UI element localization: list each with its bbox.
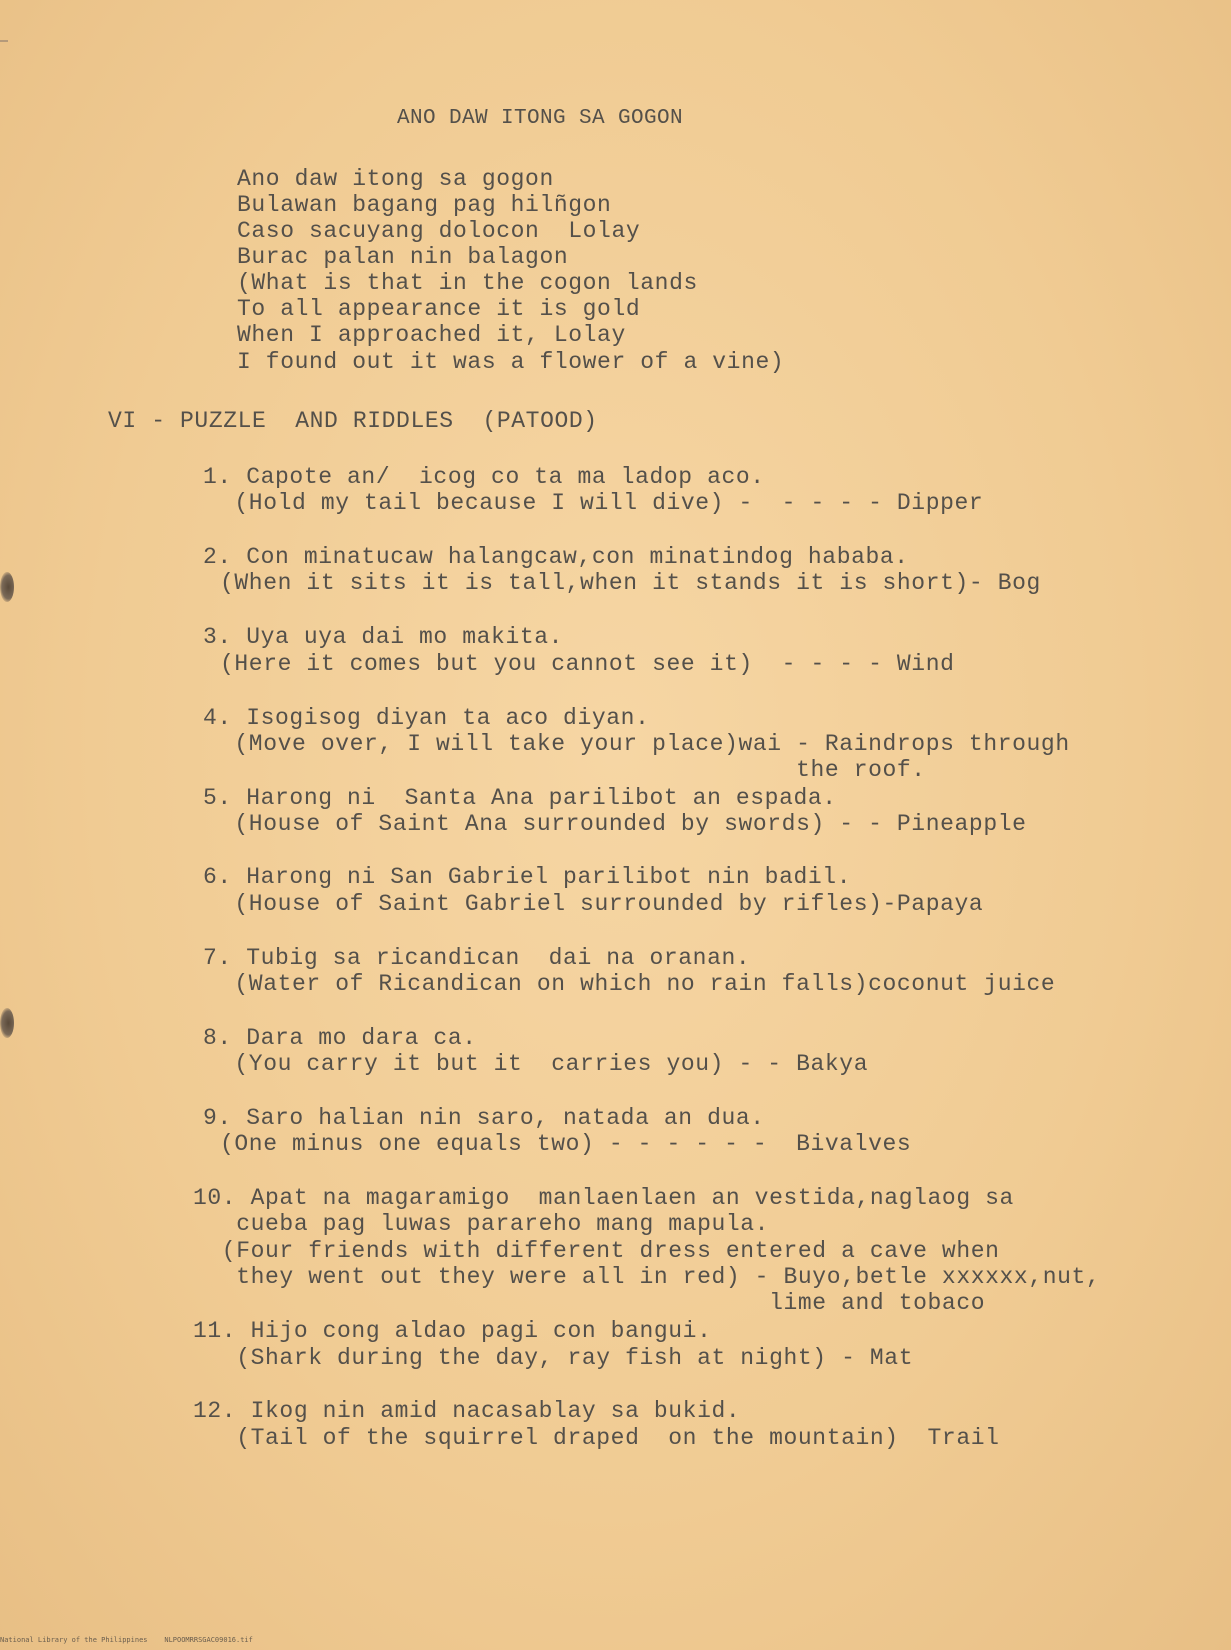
riddle-line: (Water of Ricandican on which no rain falls)coconut juice (220, 971, 1056, 997)
poem-line: Burac palan nin balagon (237, 244, 569, 270)
riddle-line: (Shark during the day, ray fish at night) - Mat (193, 1345, 914, 1371)
riddle-line: (When it sits it is tall,when it stands it is short)- Bog (220, 570, 1041, 596)
riddle-line: they went out they were all in red) - Buyo,betle xxxxxx,nut, (193, 1264, 1101, 1290)
poem-line: To all appearance it is gold (237, 296, 641, 322)
riddle-line: 11. Hijo cong aldao pagi con bangui. (193, 1318, 712, 1344)
document-title: ANO DAW ITONG SA GOGON (397, 107, 684, 130)
riddle-line: 12. Ikog nin amid nacasablay sa bukid. (193, 1398, 741, 1424)
riddle-line: 1. Capote an/ icog co ta ma ladop aco. (203, 464, 765, 490)
riddle-line: the roof. (220, 757, 926, 783)
scan-footer: National Library of the Philippines NLPOOMRRSGAC09016.tif (0, 1636, 253, 1644)
binder-hole-top (0, 572, 14, 602)
riddle-line: (Tail of the squirrel draped on the mountain) Trail (193, 1425, 1000, 1451)
edge-mark (0, 40, 8, 42)
riddle-line: (Here it comes but you cannot see it) - - - - Wind (220, 651, 955, 677)
poem-line: Bulawan bagang pag hilñgon (237, 192, 612, 218)
riddle-line: 8. Dara mo dara ca. (203, 1025, 477, 1051)
riddle-line: 10. Apat na magaramigo manlaenlaen an vestida,naglaog sa (193, 1185, 1014, 1211)
poem-line: Ano daw itong sa gogon (237, 166, 554, 192)
riddle-line: (Hold my tail because I will dive) - - - - - Dipper (220, 490, 984, 516)
riddle-line: (House of Saint Ana surrounded by swords) - - Pineapple (220, 811, 1027, 837)
riddle-line: (You carry it but it carries you) - - Bakya (220, 1051, 869, 1077)
riddle-line: (House of Saint Gabriel surrounded by rifles)-Papaya (220, 891, 984, 917)
riddle-line: cueba pag luwas parareho mang mapula. (193, 1211, 770, 1237)
riddle-line: 7. Tubig sa ricandican dai na oranan. (203, 945, 751, 971)
poem-line: When I approached it, Lolay (237, 322, 626, 348)
riddle-line: 2. Con minatucaw halangcaw,con minatindog hababa. (203, 544, 909, 570)
riddle-line: 4. Isogisog diyan ta aco diyan. (203, 705, 650, 731)
riddle-line: (One minus one equals two) - - - - - - Bivalves (220, 1131, 912, 1157)
riddle-line: 9. Saro halian nin saro, natada an dua. (203, 1105, 765, 1131)
riddle-line: lime and tobaco (193, 1290, 986, 1316)
riddle-line: (Four friends with different dress entered a cave when (193, 1238, 1000, 1264)
riddle-line: 6. Harong ni San Gabriel parilibot nin badil. (203, 864, 852, 890)
binder-hole-bottom (0, 1008, 14, 1038)
poem-line: (What is that in the cogon lands (237, 270, 698, 296)
riddle-line: (Move over, I will take your place)wai - Raindrops through (220, 731, 1070, 757)
poem-line: Caso sacuyang dolocon Lolay (237, 218, 641, 244)
poem-line: I found out it was a flower of a vine) (237, 349, 785, 375)
section-heading: VI - PUZZLE AND RIDDLES (PATOOD) (108, 408, 598, 434)
riddle-line: 3. Uya uya dai mo makita. (203, 624, 564, 650)
riddle-line: 5. Harong ni Santa Ana parilibot an espada. (203, 785, 837, 811)
